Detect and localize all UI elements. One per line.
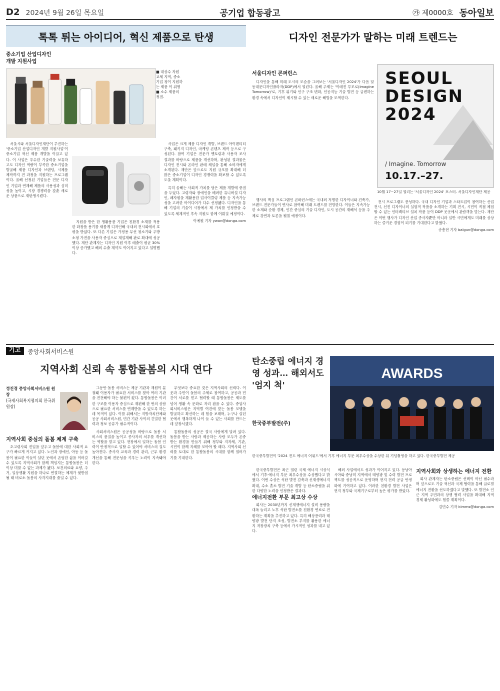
article1-col2: 지원을 받은 한 생활용품 기업은 친환경 소재를 적용한 화장품 용기를 새롭게 디자인해 국내외 전시회에서 호평을 받았다. 또 다른 기업은 가정용 무선 청소기와 주방 소형 가전을 사용자 중심으로 재설계해 판로 확대에 성공했다. 재단 관계자는 디자인 지원 이후 매출이 평균 30% 이상 증가했고 해외 수출 계약도 이어지고 있다고 설명했다.: [72, 220, 160, 256]
headline-article3: 지역사회 신뢰 속 통합돌봄의 시대 연다: [40, 365, 212, 376]
byline: 송충현 기자 balgun@donga.com: [438, 228, 494, 233]
poster-line1: SEOUL: [385, 69, 453, 89]
poster-dates: 10.17.–27.: [385, 171, 444, 182]
author-photo: [60, 392, 88, 430]
article1-col3: 사업은 크게 제품 디자인 개발, 브랜드 아이덴티티 구축, 패키지 디자인, 마케팅 콘텐츠 제작 등으로 구성된다. 참여 기업은 전문가 멘토링과 사용자 조사 결과를 바탕으로 제품을 개선하며, 완성된 결과물은 디자인 전시와 온라인 판매 채널을 통해 소비자에게 소개된다. 재단은 앞으로도 지원 규모를 확대해 더 많은 중소기업이 디자인 경쟁력을 확보할 수 있도록 도울 계획이다. 특히 올해는 사회적 가치를 담은 제품 개발에 중점을 두었다. 고령자와 장애인을 배려한 유니버설 디자인, 폐자원을 재활용한 업사이클링 제품 등 지속가능성을 고려한 아이디어가 다수 선정됐다. 디자인을 통해 기업의 기술이 시장에서 제 가치를 인정받을 수 있도록 체계적인 후속 지원도 함께 이뤄질 예정이다. 이예원 기자 ywon@donga.com: [164, 142, 246, 223]
issue-date: 2024년 9월 26일 목요일: [25, 8, 105, 17]
product-photo: [6, 68, 156, 138]
column-label: [6, 346, 136, 356]
newspaper-logo: 동아일보: [459, 9, 494, 19]
article1-col1: 서울시와 서울디자인재단이 추진하는 '중소기업 산업디자인 개발 지원사업'이 중소기업 혁신 제품 개발을 이끌고 있다. 이 사업은 우수한 기술력을 보유하고도 디자인 역량이 부족한 중소기업을 발굴해 제품 디자인과 브랜딩, 시제품 제작까지 전 과정을 지원하는 프로그램이다. 올해 선정된 기업들은 전문 디자인 기업과 연계해 제품의 사용성과 심미성을 높이고, 시장 경쟁력을 갖춘 새로운 상품으로 재탄생시켰다.: [6, 142, 68, 199]
article3-col2: 그동안 돌봄 서비스는 제공 기관과 재원이 분절돼 이용자가 필요한 서비스를 찾아 여러 기관을 전전해야 하는 불편이 컸다. 통합돌봄은 이러한 구조를 이용자 중심으로 재편해 한 번의 상담으로 필요한 서비스를 연계받을 수 있도록 하는 데 목적이 있다. 이를 위해서는 지방자치단체와 공공 사회서비스원, 민간 기관 사이의 긴밀한 협력과 정보 공유가 필수적이다. 사회서비스원은 공공성을 바탕으로 돌봄 서비스의 품질을 높이고 종사자의 처우를 개선하는 역할을 맡고 있다. 현장에서 일하는 돌봄 인력이 안정적으로 일할 수 있어야 서비스의 질도 높아진다. 종사자 교육과 경력 관리, 근무 환경 개선을 통해 전문성을 키우는 노력이 지속돼야 한다.: [92, 386, 166, 465]
poster-tagline: / Imagine. Tomorrow: [385, 161, 447, 168]
award-photo: [330, 356, 494, 451]
person-illustration: [60, 392, 88, 430]
article2-col1: 디자인을 통해 미래 도시의 모습을 그려보는 '서울디자인 2024'가 다음 달 동대문디자인플라자(DDP)에서 열린다. 올해 주제는 '이매진 투모로(Imagine Tomorrow)'로, 기후 위기와 인구 구조 변화, 인공지능 기술 발전 등 급변하는 환경 속에서 디자인이 제시할 수 있는 새로운 해법을 모색한다.: [252, 80, 374, 100]
headline-article4: 탄소중립 에너지 경영 성과… 해외서도 '엄지 척': [252, 357, 324, 391]
article1-org: 중소기업 산업디자인 개발 지원사업: [6, 52, 52, 65]
poster-caption: 10월 17~27일 열리는 '서울디자인 2024' 포스터. 서울디자인재단 제공: [377, 190, 491, 194]
article4-org: 한국중부발전(주): [252, 421, 291, 427]
cosmetics-illustration: [7, 69, 155, 138]
article2-org: 서울디자인 콘퍼런스: [252, 71, 298, 77]
byline: 이예원 기자 ywon@donga.com: [193, 218, 246, 223]
column-source: 중앙사회서비스원: [27, 348, 74, 356]
appliance-illustration: [72, 156, 160, 216]
section-title: 공기업 합동광고: [219, 8, 281, 19]
appliance-photo: [72, 156, 160, 216]
article4-col2: 해외 사업에서도 성과가 이어지고 있다. 동남아시아와 중남미 지역에서 태양광 및 수력 발전 프로젝트를 성공적으로 운영하며 현지 전력 공급 안정화에 기여하고 있다. 이러한 친환경 발전 사업은 현지 정부와 국제기구로부터 높은 평가를 받았다.: [334, 468, 412, 493]
article2-col3: 전시 프로그램도 풍성하다. 국내 디자인 기업과 스타트업이 참여하는 산업 전시, 신진 디자이너의 실험적 작품을 소개하는 기획 전시, 시민이 직접 체험할 수 있는 인터랙티브 설치 작품 등이 DDP 곳곳에서 관람객을 맞는다. 재단은 이번 행사가 디자인 산업 종사자뿐만 아니라 일반 시민에게도 미래를 상상하는 즐거운 경험이 되기를 기대한다고 밝혔다. 송충현 기자 balgun@donga.com: [374, 200, 494, 233]
award-banner-text: AWARDS: [381, 365, 443, 381]
poster-line2: DESIGN: [385, 87, 464, 107]
masthead: [6, 6, 494, 20]
article4-col1: 한국중부발전은 최근 열린 국제 에너지 시상식에서 기후·에너지 부문 최우수상을 수상했다고 밝혔다. 이번 수상은 석탄 발전 감축과 신재생에너지 확대, 수소 혼소 발전 기술 개발 등 탄소중립을 위한 다양한 노력을 인정받은 결과다. 에너지전환 부문 최고상 수상 회사는 2030년까지 신재생에너지 설비 용량을 대폭 늘리고 노후 석탄 발전소를 친환경 연료로 전환하는 계획을 추진하고 있다. 특히 해상풍력과 태양광 발전 단지 조성, 발전소 부지를 활용한 에너지 저장장치 구축 등에서 가시적인 성과를 내고 있다.: [252, 468, 330, 534]
byline: 김민수 기자 kimms@donga.com: [438, 505, 494, 510]
event-poster: [377, 64, 494, 188]
article4-col3: 지역사회와 상생하는 에너지 전환 회사 관계자는 탄소중립은 선택이 아닌 필수라며 앞으로도 기술 혁신과 국제 협력을 통해 글로벌 에너지 전환을 선도하겠다고 말했다. 또 발전소 인근 지역 주민과의 상생 협력 사업을 확대해 지역 경제 활성화에도 힘쓸 계획이다. 김민수 기자 kimms@donga.com: [416, 469, 494, 510]
poster-graphic: [433, 105, 493, 160]
award-ceremony-illustration: [330, 356, 494, 451]
headline-article2: 디자인 전문가가 말하는 미래 트렌드는: [252, 25, 494, 47]
award-caption: 한국중부발전이 '2024 전도 에너지 어워드'에서 기후 에너지 부문 최우수상을 수상한 뒤 기념촬영을 하고 있다. 한국중부발전 제공: [252, 454, 455, 458]
photo-caption: ■ 대상수 자원 교체 지역, 중소기업 청이 지원하는 제품 이 위생 ■ 소수 제품의 정점.: [156, 70, 183, 99]
headline-article1: 톡톡 튀는 아이디어, 혁신 제품으로 탄생: [6, 25, 246, 47]
issue-code: ㉮ 제0000호: [412, 8, 454, 17]
article3-author: 정진경 중앙사회서비스원 원장 (국제사회복지협의회 한국위원장): [6, 386, 56, 409]
poster-line3: 2024: [385, 105, 437, 125]
column-tag: 기고: [6, 347, 24, 355]
article2-col2: 행사의 핵심 프로그램인 콘퍼런스에는 국내외 저명한 디자이너와 건축가, 브랜드 전문가들이 연사로 참여해 미래 트렌드를 전망한다. 이들은 지속가능한 소재와 순환 경제, 인간 중심의 기술 디자인, 도시 공간의 재해석 등을 주제로 강연과 토론을 펼칠 예정이다.: [252, 198, 370, 218]
page-number: D2: [6, 7, 20, 18]
article3-col1: 지역사회 중심의 돌봄 체계 구축 초고령사회 진입을 앞두고 돌봄에 대한 사회적 요구가 빠르게 커지고 있다. 노인과 장애인, 아동 등 돌봄이 필요한 이들이 살던 곳에서 존엄한 삶을 이어갈 수 있도록 지역사회가 함께 책임지는 통합돌봄은 더 이상 미룰 수 없는 과제가 됐다. 보건의료와 요양, 주거, 일상생활 지원을 하나로 연결하는 체계가 뒷받침될 때 비로소 돌봄의 사각지대를 줄일 수 있다.: [6, 437, 88, 481]
divider: [6, 344, 494, 345]
article3-col3: 무엇보다 중요한 것은 지역사회의 신뢰다. 이웃과 주민이 돌봄의 주체로 참여하고, 공공과 민간이 서로를 믿고 협력할 때 통합돌봄은 제도를 넘어 생활 속 문화로 자리 잡을 수 있다. 중앙사회서비스원은 지역별 여건에 맞는 돌봄 모델을 발굴하고 확산하는 데 힘을 보태며, 누구나 살던 곳에서 행복하게 나이 들 수 있는 사회를 만드는 데 앞장서겠다. 통합돌봄의 성공은 결국 사람에게 달려 있다. 돌봄을 받는 사람과 제공하는 사람 모두가 존중받는 환경을 만들기 위해 정부와 지자체, 기관, 시민이 함께 지혜를 모아야 할 때다. 지역사회 신뢰를 토대로 한 통합돌봄의 시대를 함께 열어가기를 기대한다.: [170, 386, 246, 460]
